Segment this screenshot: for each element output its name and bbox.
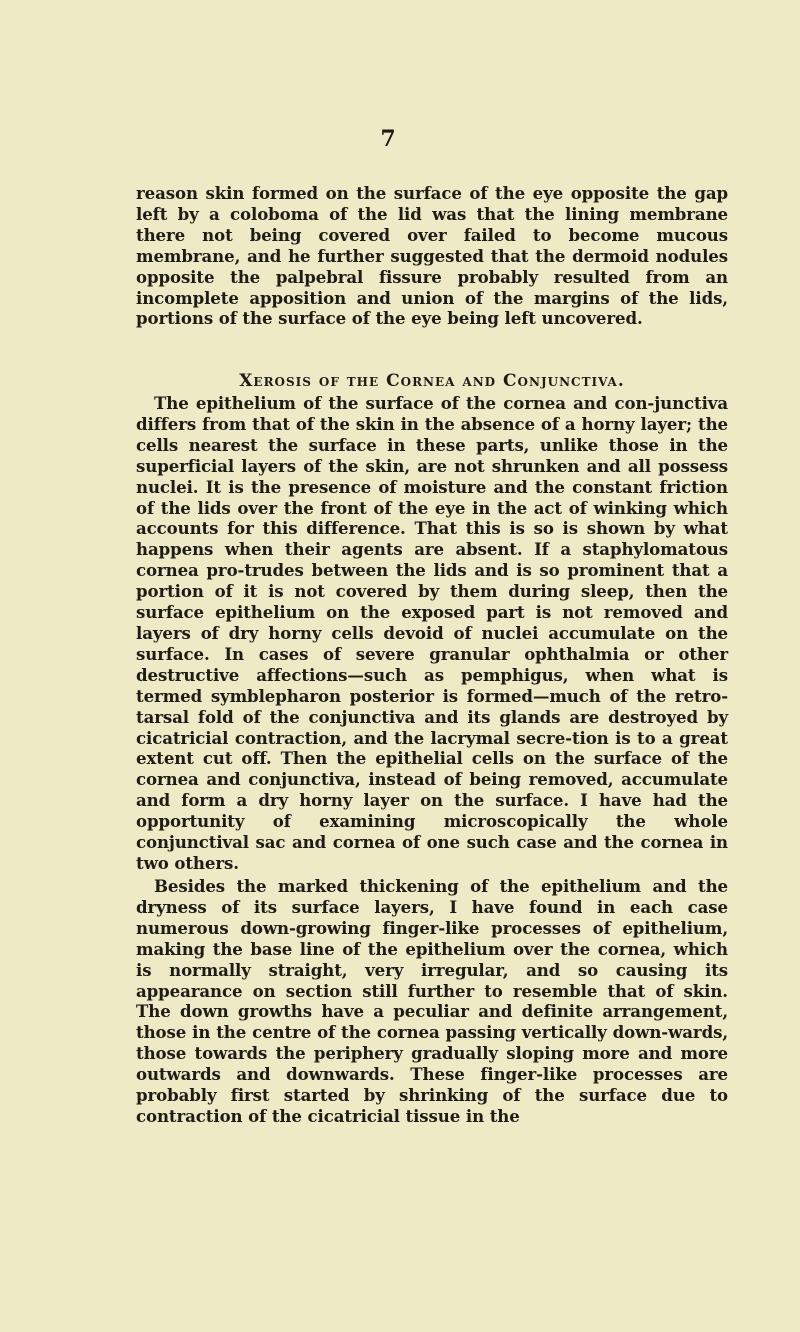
paragraph-1 bbox=[136, 183, 728, 329]
page-number: 7 bbox=[380, 126, 396, 152]
paragraph-3-text: Besides the marked thickening of the epithelium and the dryness of its surface layers, I have found in each case numerous down-growing finger-like processes of epithelium, making the base line of the epithelium over the cornea, which is normally straight, very irregular, and so causing its appearance on section still further to resemble that of skin. The down growths have a peculiar and definite arrangement, those in the centre of the cornea passing vertically down-wards, those towards the periphery gradually sloping more and more outwards and downwards. These finger-like processes are probably first started by shrinking of the surface due to contraction of the cicatricial tissue in the bbox=[136, 876, 728, 1126]
paragraph-3 bbox=[136, 876, 728, 1127]
paragraph-1-text: reason skin formed on the surface of the eye opposite the gap left by a coloboma of the lid was that the lining membrane there not being covered over failed to become mucous membrane, and he further suggested that the dermoid nodules opposite the palpebral fissure probably resulted from an incomplete apposition and union of the margins of the lids, portions of the surface of the eye being left uncovered. bbox=[136, 183, 728, 329]
paragraph-2 bbox=[136, 393, 728, 874]
section-heading: Xerosis of the Cornea and Conjunctiva. bbox=[239, 371, 625, 391]
paragraph-2-text: The epithelium of the surface of the cornea and con-junctiva differs from that of the skin in the absence of a horny layer; the cells nearest the surface in these parts, unlike those in the superficial layers of the skin, are not shrunken and all possess nuclei. It is the presence of moisture and the constant friction of the lids over the front of the eye in the act of winking which accounts for this difference. That this is so is shown by what happens when their agents are absent. If a staphylomatous cornea pro-trudes between the lids and is so prominent that a portion of it is not covered by them during sleep, then the surface epithelium on the exposed part is not removed and layers of dry horny cells devoid of nuclei accumulate on the surface. In cases of severe granular ophthalmia or other destructive affections—such as pemphigus, when what is termed symblepharon posterior is formed—much of the retro-tarsal fold of the conjunctiva and its glands are destroyed by cicatricial contraction, and the lacrymal secre-tion is to a great extent cut off. Then the epithelial cells on the surface of the cornea and conjunctiva, instead of being removed, accumulate and form a dry horny layer on the surface. I have had the opportunity of examining microscopically the whole conjunctival sac and cornea of one such case and the cornea in two others. bbox=[136, 393, 728, 873]
